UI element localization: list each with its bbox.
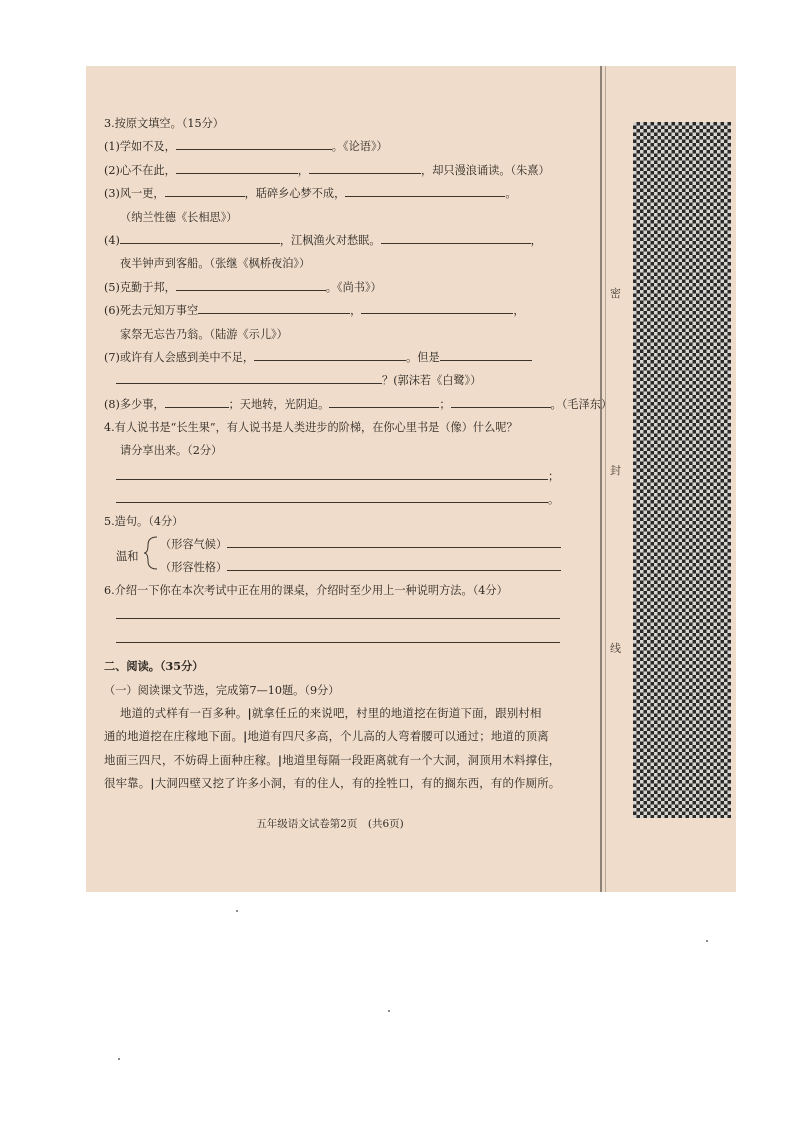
text: 。《尚书》）	[325, 280, 382, 294]
text: (2)心不在此，	[104, 163, 176, 177]
answer-blank[interactable]	[345, 184, 505, 197]
answer-blank[interactable]	[176, 161, 298, 174]
text: 地面三四尺，不妨碍上面种庄稼。	[104, 752, 278, 767]
text: (4)	[104, 233, 120, 247]
section-2-title: 二、阅读。（35分）	[104, 659, 204, 674]
q3-item-5	[104, 276, 574, 299]
text: (8)多少事，	[104, 397, 165, 411]
scan-speck	[118, 1058, 120, 1060]
q4-answer-1	[104, 463, 574, 486]
text: 。《论语》）	[331, 140, 388, 154]
answer-blank[interactable]	[165, 184, 245, 197]
text: （形容性格）	[160, 561, 228, 575]
q5-block	[104, 533, 574, 579]
answer-line[interactable]	[116, 486, 548, 503]
answer-blank[interactable]	[165, 395, 229, 408]
q5-row-1	[160, 533, 561, 556]
passage-line: 通的地道挖在庄稼地下面。|地道有四尺多高，个儿高的人弯着腰可以通过；地道的顶离	[104, 729, 549, 744]
answer-blank[interactable]	[254, 348, 406, 361]
answer-blank[interactable]	[198, 301, 350, 314]
margin-mark-feng: 封	[610, 464, 621, 477]
text: 大洞四壁又挖了许多小洞，有的住人，有的拴牲口，有的搁东西，有的作厕所。	[154, 776, 561, 791]
text: 就拿任丘的来说吧，村里的地道挖在街道下面，跟别村相	[251, 705, 542, 720]
q5-word: 温和	[116, 550, 139, 564]
text: (7)或许有人会感到美中不足，	[104, 350, 255, 364]
q3-item-1	[104, 135, 574, 158]
answer-blank[interactable]	[361, 301, 513, 314]
binding-pattern	[633, 122, 731, 818]
text: 。但是	[406, 350, 440, 364]
answer-blank[interactable]	[381, 231, 531, 244]
q6-answer-2	[104, 626, 574, 649]
brace-icon	[144, 533, 158, 573]
q3-item-6-source: 家祭无忘告乃翁。（陆游《示儿》）	[120, 327, 288, 341]
answer-blank[interactable]	[227, 535, 561, 548]
q6-answer-1	[104, 602, 574, 625]
q3-item-6: (6)死去元知万事空 ， ，	[104, 299, 574, 322]
answer-line[interactable]	[116, 602, 560, 619]
text: ，却只漫浪诵读。（朱熹）	[421, 163, 550, 177]
exam-content	[104, 112, 613, 796]
margin-mark-mi: 密	[610, 287, 621, 300]
text: (3)风一更，	[104, 187, 165, 201]
text: ，	[513, 304, 525, 318]
text: (1)学如不及，	[104, 140, 176, 154]
text: （形容气候）	[160, 538, 228, 552]
passage-line: 地道的式样有一百多种。|就拿任丘的来说吧，村里的地道挖在街道下面，跟别村相	[120, 705, 542, 720]
text: 很牢靠。	[104, 776, 151, 791]
scan-speck	[388, 1010, 390, 1012]
margin-mark-xian: 线	[610, 642, 621, 655]
text: ；天地转，光阴迫。	[228, 397, 330, 411]
text: 。	[548, 493, 560, 507]
passage-line: 地面三四尺，不妨碍上面种庄稼。|地道里每隔一段距离就有一个大洞，洞顶用木料撑住，	[104, 752, 561, 767]
q6-title: 6.介绍一下你在本次考试中正在用的课桌，介绍时至少用上一种说明方法。（4分）	[104, 584, 508, 598]
section-2-sub: （一）阅读课文节选，完成第7—10题。（9分）	[104, 683, 340, 697]
q3-item-3	[104, 182, 574, 205]
text: 通的地道挖在庄稼地下面。	[104, 729, 244, 744]
answer-line[interactable]	[116, 463, 548, 480]
binding-line-inner	[605, 66, 606, 892]
answer-line[interactable]	[116, 626, 560, 643]
text: (5)克勤于邦，	[104, 280, 176, 294]
text: ？(郭沫若《白鹭》）	[382, 374, 482, 388]
page-footer: 五年级语文试卷第2页 (共6页)	[256, 818, 404, 830]
q3-item-3-source: （纳兰性德《长相思》）	[120, 210, 238, 224]
text: (6)死去元知万事空	[104, 304, 199, 318]
q3-item-7	[104, 346, 574, 369]
q4-sub: 请分享出来。（2分）	[120, 444, 223, 458]
text: ，江枫渔火对愁眠。	[279, 233, 381, 247]
text: 。	[505, 187, 517, 201]
q3-item-8: (8)多少事， ；天地转，光阴迫。 ； 。（毛泽东）	[104, 393, 574, 416]
q3-item-4	[104, 229, 574, 252]
answer-blank[interactable]	[451, 395, 551, 408]
answer-blank[interactable]	[440, 348, 532, 361]
answer-blank[interactable]	[329, 395, 439, 408]
answer-blank[interactable]	[309, 161, 421, 174]
answer-blank[interactable]	[176, 137, 332, 150]
q3-title: 3.按原文填空。（15分）	[104, 117, 224, 130]
text: ，聒碎乡心梦不成，	[244, 187, 346, 201]
q5-row-2	[160, 556, 561, 579]
q4-title: 4.有人说书是“长生果”，有人说书是人类进步的阶梯，在你心里书是（像）什么呢？	[104, 421, 518, 435]
q4-answer-2	[104, 486, 574, 509]
text: 地道的式样有一百多种。	[120, 705, 248, 720]
answer-blank[interactable]	[227, 558, 561, 571]
text: ，	[530, 233, 542, 247]
text: 地道有四尺多高，个儿高的人弯着腰可以通过；地道的顶离	[247, 729, 549, 744]
text: ；	[548, 469, 560, 483]
binding-line	[600, 66, 602, 892]
answer-blank[interactable]	[120, 231, 280, 244]
text: 地道里每隔一段距离就有一个大洞，洞顶用木料撑住，	[282, 752, 561, 767]
answer-blank[interactable]	[116, 371, 382, 384]
passage-line: 很牢靠。|大洞四壁又挖了许多小洞，有的住人，有的拴牲口，有的搁东西，有的作厕所。	[104, 776, 561, 791]
text: 。（毛泽东）	[550, 397, 613, 411]
scan-speck	[706, 940, 708, 942]
reading-passage	[104, 702, 574, 796]
answer-blank[interactable]	[176, 278, 326, 291]
q3-item-4-source: 夜半钟声到客船。（张继《枫桥夜泊》）	[120, 257, 311, 271]
scan-speck	[236, 910, 238, 912]
q5-title: 5.造句。（4分）	[104, 514, 184, 528]
q3-item-2: (2)心不在此， ， ，却只漫浪诵读。（朱熹）	[104, 159, 574, 182]
q3-item-7-cont	[104, 369, 574, 392]
